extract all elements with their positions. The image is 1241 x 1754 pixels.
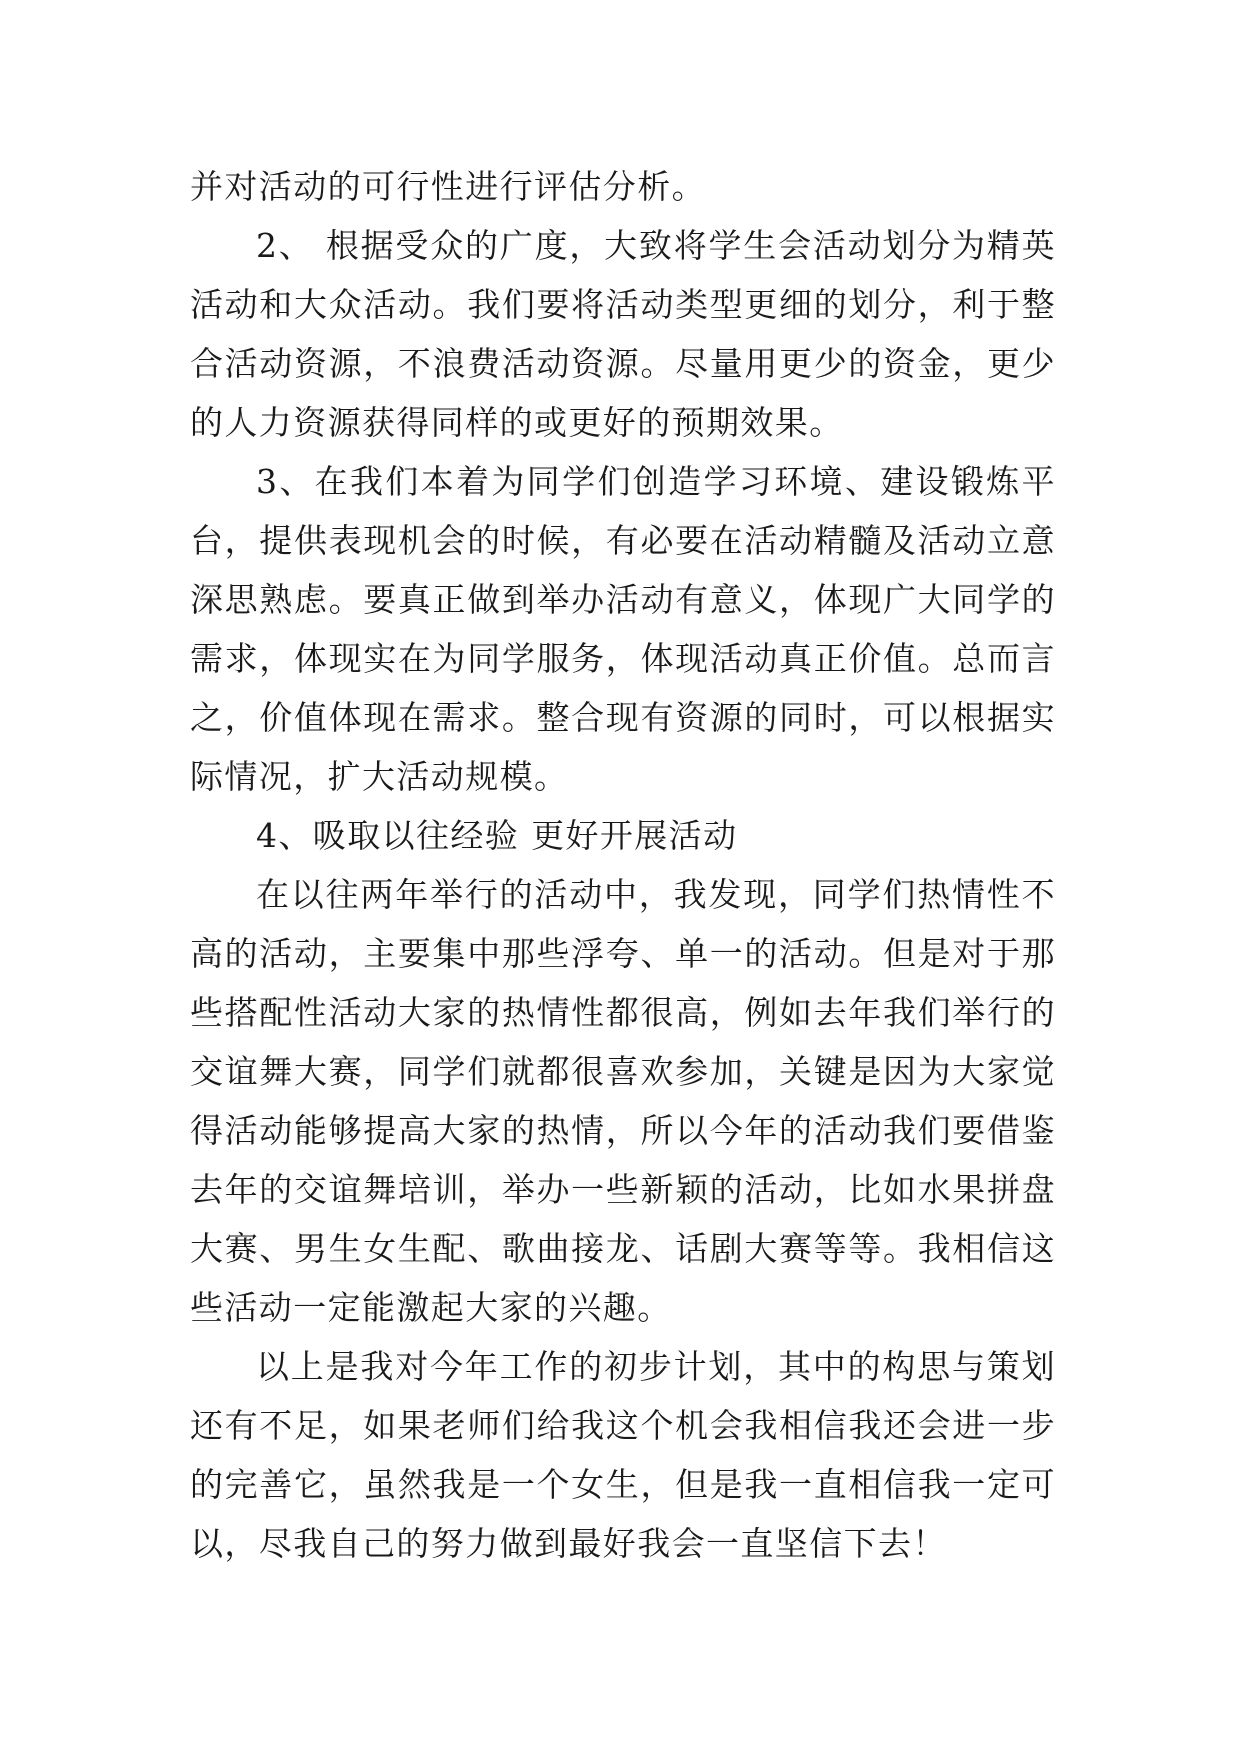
paragraph-experience: 在以往两年举行的活动中，我发现，同学们热情性不高的活动，主要集中那些浮夸、单一的活动。但是对于那些搭配性活动大家的热情性都很高，例如去年我们举行的交谊舞大赛，同学们就都很喜欢参加，关键是因为大家觉得活动能够提高大家的热情，所以今年的活动我们要借鉴去年的交谊舞培训，举办一些新颖的活动，比如水果拼盘大赛、男生女生配、歌曲接龙、话剧大赛等等。我相信这些活动一定能激起大家的兴趣。 xyxy=(190,875,1056,1327)
paragraph-item-2: 2、 根据受众的广度，大致将学生会活动划分为精英活动和大众活动。我们要将活动类型更细的划分，利于整合活动资源，不浪费活动资源。尽量用更少的资金，更少的人力资源获得同样的或更好的预期效果。 xyxy=(190,226,1056,442)
paragraph-item-4-heading: 4、吸取以往经验 更好开展活动 xyxy=(256,816,738,855)
paragraph-item-3: 3、在我们本着为同学们创造学习环境、建设锻炼平台，提供表现机会的时候，有必要在活动精髓及活动立意深思熟虑。要真正做到举办活动有意义，体现广大同学的需求，体现实在为同学服务，体现活动真正价值。总而言之，价值体现在需求。整合现有资源的同时，可以根据实际情况，扩大活动规模。 xyxy=(190,462,1056,796)
paragraph-conclusion: 以上是我对今年工作的初步计划，其中的构思与策划还有不足，如果老师们给我这个机会我相信我还会进一步的完善它，虽然我是一个女生，但是我一直相信我一定可以，尽我自己的努力做到最好我会一直坚信下去！ xyxy=(190,1347,1056,1563)
document-body xyxy=(190,157,1056,1573)
paragraph-continuation: 并对活动的可行性进行评估分析。 xyxy=(190,167,706,206)
